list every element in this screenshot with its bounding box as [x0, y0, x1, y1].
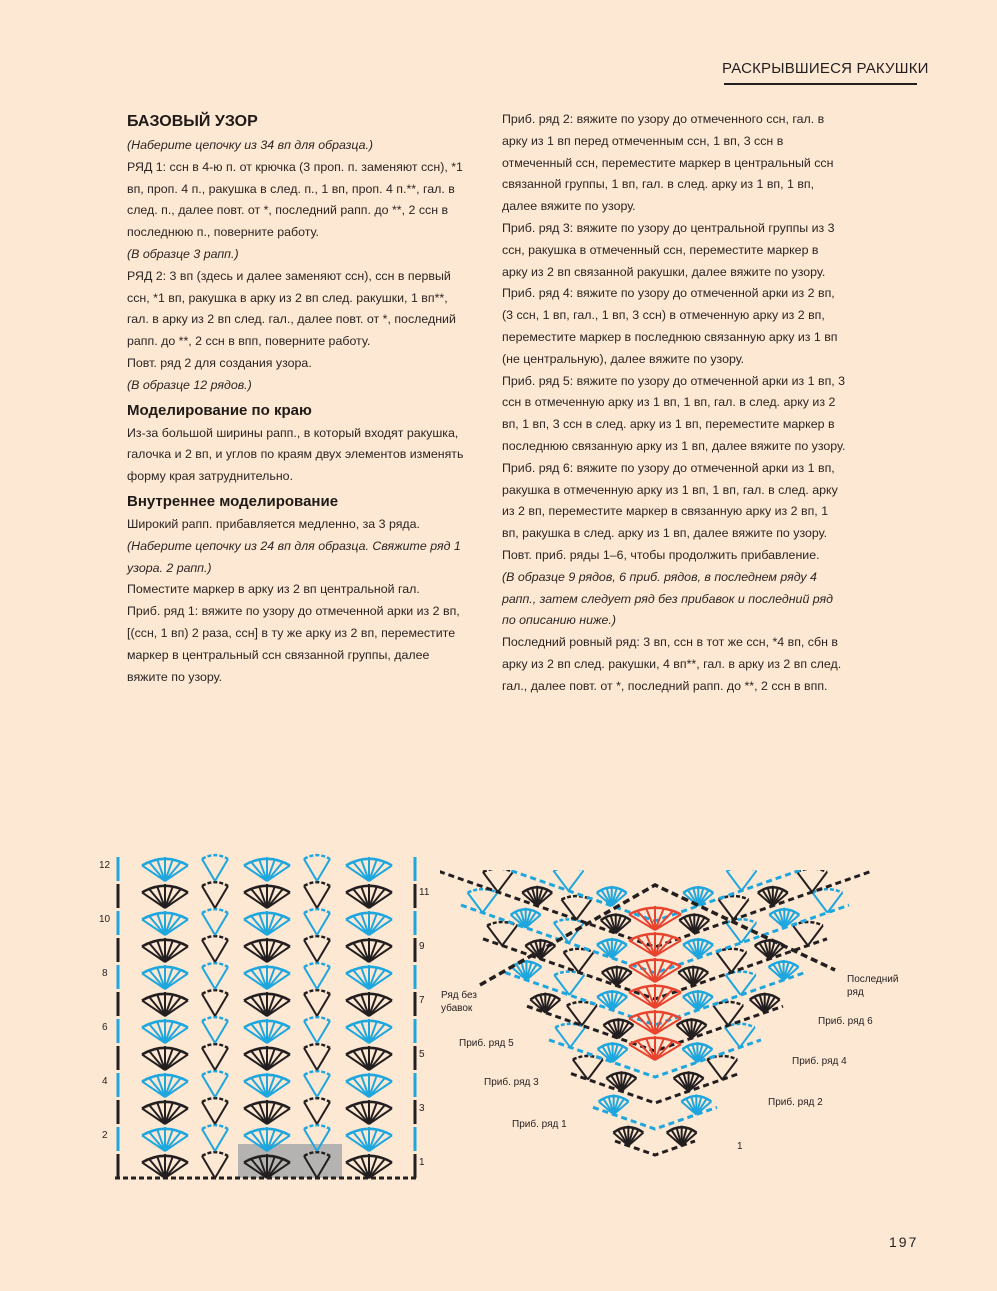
v-stitch-symbol — [202, 936, 228, 962]
inc-row5-instruction: Приб. ряд 5: вяжите по узору до отмеченной арки из 1 вп, 3 ссн в отмеченную арку из 1 вп, 1 вп, гал. в след. арку из 2 вп, 1 вп, 3 ссн в след. арку из 1 вп, переместите маркер в последнюю связанную арку из 1 вп, далее вяжите по узору. — [502, 373, 846, 453]
shell-symbol — [244, 911, 290, 935]
stitch-line — [576, 900, 591, 920]
stitch-line — [215, 1102, 228, 1124]
chain-arc — [483, 870, 513, 872]
v-stitch-symbol — [304, 1098, 330, 1124]
row2-instruction: РЯД 2: 3 вп (здесь и далее заменяют ссн), ссн в первый ссн, *1 вп, ракушка в арку из 2 вп след. ракушки, 1 вп**, гал. в арку из 2 вп след. гал., далее повт. от *, последний рапп. до **, 2 ссн в впп, поверните работу. — [127, 268, 456, 349]
v-stitch-symbol — [202, 1071, 228, 1097]
stitch-line — [317, 913, 330, 935]
stitch-line — [304, 940, 317, 962]
section-title-edge: Моделирование по краю — [127, 401, 312, 419]
stitch-line — [202, 1075, 215, 1097]
stitch-line — [202, 1129, 215, 1151]
row-label: 1 — [419, 1157, 425, 1168]
stitch-line — [202, 994, 215, 1016]
shell-symbol — [244, 965, 290, 989]
v-stitch-symbol — [202, 882, 228, 908]
v-stitch-symbol — [304, 909, 330, 935]
label-inc-row-6: Приб. ряд 6 — [818, 1016, 873, 1027]
stitch-line — [726, 975, 741, 995]
label-inc-row-3: Приб. ряд 3 — [484, 1077, 539, 1088]
shell-symbol — [629, 1010, 681, 1034]
shell-symbol — [244, 1019, 290, 1043]
stitch-line — [498, 872, 513, 892]
label-inc-row-1: Приб. ряд 1 — [512, 1119, 567, 1130]
pattern-row — [118, 1044, 415, 1070]
stitch-line — [215, 913, 228, 935]
marker-instruction: Поместите маркер в арку из 2 вп центральной гал. — [127, 582, 420, 597]
shell-symbol — [629, 984, 681, 1008]
v-stitch-symbol — [202, 1044, 228, 1070]
shell-symbol — [142, 992, 188, 1016]
shell-symbol — [346, 911, 392, 935]
stitch-line — [317, 1102, 330, 1124]
shell-symbol — [244, 857, 290, 881]
stitch-line — [215, 886, 228, 908]
inner-note: (Наберите цепочку из 24 вп для образца. Свяжите ряд 1 узора. 2 рапп.) — [127, 538, 461, 575]
chain-arc — [554, 919, 584, 923]
shell-symbol — [346, 1127, 392, 1151]
shell-symbol — [142, 911, 188, 935]
v-stitch-symbol — [553, 870, 583, 891]
v-stitch-symbol — [573, 1056, 603, 1080]
stitch-line — [483, 893, 498, 913]
repeat-note: (В образце 12 рядов.) — [127, 377, 252, 392]
stitch-line — [304, 1048, 317, 1070]
shell-symbol — [142, 965, 188, 989]
row-label: 7 — [419, 995, 425, 1006]
chain-arc — [202, 882, 228, 886]
chain-arc — [304, 990, 330, 994]
stitch-line — [727, 871, 742, 891]
stitch-line — [812, 893, 827, 913]
pattern-row — [118, 855, 415, 881]
pattern-row — [118, 1098, 415, 1124]
inner-text: Широкий рапп. прибавляется медленно, за 3 ряда. — [127, 516, 420, 531]
inc-row2-instruction: Приб. ряд 2: вяжите по узору до отмеченного ссн, гал. в арку из 1 вп перед отмеченным ссн, 1 вп, 3 ссн в отмеченный ссн, переместите маркер в центральный ссн связанной группы, 1 вп, гал. в след. арку из 1 вп, 1 вп, далее вяжите по узору. — [502, 112, 834, 214]
stitch-line — [215, 1048, 228, 1070]
inc-row6-instruction: Приб. ряд 6: вяжите по узору до отмеченной арки из 1 вп, ракушка в отмеченную арку из 1 вп, 1 вп, гал. в след. арку из 2 вп, переместите маркер в связанную арку из 2 вп, 1 вп, ракушка в след. арку из 1 вп, далее вяжите по узору. — [502, 460, 838, 541]
inc-row1-instruction: Приб. ряд 1: вяжите по узору до отмеченной арки из 2 вп, [(ссн, 1 вп) 2 раза, ссн] в ту же арку из 2 вп, переместите маркер в центральный ссн связанной группы, далее вяжите по узору. — [127, 604, 460, 684]
shell-symbol — [142, 1019, 188, 1043]
left-text-column — [127, 109, 472, 688]
shell-symbol — [346, 938, 392, 962]
stitch-line — [713, 1005, 728, 1025]
stitch-line — [797, 872, 812, 892]
label-row-1: 1 — [737, 1141, 743, 1152]
chain-arc — [202, 1152, 228, 1156]
v-stitch-symbol — [487, 922, 517, 946]
right-text-column — [502, 109, 847, 698]
stitch-line — [202, 940, 215, 962]
chain-arc — [553, 870, 583, 871]
shell-symbol — [346, 1019, 392, 1043]
stitch-line — [215, 1156, 228, 1178]
sample-note: (В образце 9 рядов, 6 приб. рядов, в последнем ряду 4 рапп., затем следует ряд без прибавок и последний ряд по описанию ниже.) — [502, 569, 834, 628]
running-title-rule — [724, 83, 917, 85]
stitch-line — [502, 925, 517, 945]
inc-row4-instruction: Приб. ряд 4: вяжите по узору до отмеченной арки из 2 вп, (3 ссн, 1 вп, гал., 1 вп, 3 ссн) в отмеченную арку из 2 вп, переместите маркер в последнюю связанную арку из 1 вп (не центральную), далее вяжите по узору. — [502, 286, 838, 366]
row-label: 8 — [102, 968, 108, 979]
stitch-line — [202, 967, 215, 989]
repeat-inc-instruction: Повт. приб. ряды 1–6, чтобы продолжить прибавление. — [502, 547, 820, 562]
stitch-line — [215, 940, 228, 962]
stitch-line — [215, 1075, 228, 1097]
stitch-line — [707, 1059, 722, 1079]
row-label: 3 — [419, 1103, 425, 1114]
edge-text: Из-за большой ширины рапп., в который входят ракушка, галочка и 2 вп, и углов по краям двух элементов изменять форму края затруднительно. — [127, 425, 464, 484]
v-stitch-symbol — [202, 1098, 228, 1124]
shell-symbol — [244, 992, 290, 1016]
chain-arc — [304, 936, 330, 940]
shell-symbol — [244, 1100, 290, 1124]
shell-symbol — [601, 913, 631, 933]
stitch-line — [719, 900, 734, 920]
stitch-line — [215, 1129, 228, 1151]
row-label: 5 — [419, 1049, 425, 1060]
shell-symbol — [511, 908, 541, 928]
row1-instruction: РЯД 1: ссн в 4-ю п. от крючка (3 проп. п. заменяют ссн), *1 вп, проп. 4 п., ракушка в след. п., 1 вп, проп. 4 п.**, гал. в след. п., далее повт. от *, последний рапп. до **, 2 ссн в последнюю п., поверните работу. — [127, 159, 463, 240]
chain-arc — [797, 870, 827, 872]
shell-symbol — [142, 938, 188, 962]
stitch-line — [215, 1021, 228, 1043]
chain-arc — [202, 1017, 228, 1021]
chain-arc — [202, 1071, 228, 1075]
shell-symbol — [142, 1154, 188, 1178]
shell-symbol — [244, 938, 290, 962]
stitch-line — [579, 952, 594, 972]
stitch-line — [202, 1102, 215, 1124]
v-stitch-symbol — [202, 990, 228, 1016]
stitch-line — [568, 871, 583, 891]
v-stitch-symbol — [202, 1125, 228, 1151]
shell-symbol — [530, 993, 560, 1013]
shell-symbol — [346, 1100, 392, 1124]
pattern-row — [118, 1152, 415, 1178]
shell-symbol — [629, 906, 681, 930]
stitch-line — [582, 1005, 597, 1025]
stitch-line — [317, 1048, 330, 1070]
shell-symbol — [346, 965, 392, 989]
pattern-row — [118, 990, 415, 1016]
chain-arc — [304, 1098, 330, 1102]
v-stitch-symbol — [304, 990, 330, 1016]
shell-symbol — [244, 884, 290, 908]
shell-symbol — [142, 1100, 188, 1124]
stitch-line — [215, 967, 228, 989]
stitch-line — [317, 967, 330, 989]
pattern-row — [118, 909, 415, 935]
shell-symbol — [346, 992, 392, 1016]
pattern-row — [118, 936, 415, 962]
shell-symbol — [346, 884, 392, 908]
stitch-line — [215, 859, 228, 881]
pattern-row — [118, 1125, 415, 1151]
v-stitch-symbol — [554, 972, 584, 996]
stitch-line — [202, 1021, 215, 1043]
shaping-row — [571, 1056, 739, 1103]
v-stitch-symbol — [304, 936, 330, 962]
shell-symbol — [346, 857, 392, 881]
stitch-line — [202, 913, 215, 935]
shell-symbol — [769, 960, 799, 980]
shell-symbol — [346, 1046, 392, 1070]
v-stitch-symbol — [202, 855, 228, 881]
shell-symbol — [142, 1073, 188, 1097]
label-last-row: Последний ряд — [847, 974, 899, 998]
repeat-instruction: Повт. ряд 2 для создания узора. — [127, 355, 312, 370]
stitch-line — [304, 859, 317, 881]
section-title-inner: Внутреннее моделирование — [127, 492, 339, 510]
v-stitch-symbol — [304, 1071, 330, 1097]
chain-arc — [727, 870, 757, 871]
shell-symbol — [629, 932, 681, 956]
stitch-line — [304, 913, 317, 935]
stitch-line — [304, 886, 317, 908]
stitch-line — [304, 994, 317, 1016]
stitch-line — [202, 886, 215, 908]
stitch-line — [202, 1048, 215, 1070]
stitch-line — [317, 994, 330, 1016]
label-row-no-decrease: Ряд без убавок — [441, 990, 477, 1014]
v-stitch-symbol — [797, 870, 827, 892]
pattern-row — [118, 1071, 415, 1097]
stitch-line — [215, 994, 228, 1016]
shell-symbol — [142, 857, 188, 881]
stitch-line — [716, 952, 731, 972]
stitch-line — [726, 923, 741, 943]
row-label: 9 — [419, 941, 425, 952]
stitch-line — [317, 1075, 330, 1097]
chain-arc — [202, 990, 228, 994]
chain-arc — [202, 936, 228, 940]
stitch-line — [202, 859, 215, 881]
chain-arc — [202, 909, 228, 913]
stitch-line — [304, 967, 317, 989]
v-stitch-symbol — [202, 1152, 228, 1178]
base-note: (Наберите цепочку из 34 вп для образца.) — [127, 138, 374, 152]
row-label: 12 — [99, 860, 111, 871]
inc-row3-instruction: Приб. ряд 3: вяжите по узору до центральной группы из 3 ссн, ракушка в отмеченный ссн, переместите маркер в арку из 2 вп связанной ракушки, далее вяжите по узору. — [502, 220, 835, 279]
stitch-line — [570, 1027, 585, 1047]
chain-arc — [202, 1044, 228, 1048]
row-label: 2 — [102, 1130, 108, 1141]
chain-arc — [468, 889, 498, 893]
chain-arc — [304, 1125, 330, 1129]
shell-symbol — [629, 958, 681, 982]
stitch-line — [304, 1102, 317, 1124]
row1-note: (В образце 3 рапп.) — [127, 246, 239, 261]
v-stitch-symbol — [202, 963, 228, 989]
v-stitch-symbol — [202, 1017, 228, 1043]
chain-arc — [202, 1125, 228, 1129]
chain-arc — [304, 1071, 330, 1075]
chain-arc — [304, 963, 330, 967]
section-title-base-pattern: БАЗОВЫЙ УЗОР — [127, 113, 258, 130]
v-stitch-symbol — [304, 1044, 330, 1070]
label-inc-row-2: Приб. ряд 2 — [768, 1097, 823, 1108]
chain-arc — [726, 919, 756, 923]
label-inc-row-4: Приб. ряд 4 — [792, 1056, 847, 1067]
base-pattern-diagram — [95, 850, 440, 1185]
stitch-line — [202, 1156, 215, 1178]
stitch-line — [317, 886, 330, 908]
page-number: 197 — [889, 1234, 919, 1250]
last-row-instruction: Последний ровный ряд: 3 вп, ссн в тот же ссн, *4 вп, сбн в арку из 2 вп след. ракушки, 4 вп**, гал. в арку из 2 вп след. гал., далее повт. от *, последний рапп. до **, 2 ссн в впп. — [502, 635, 842, 693]
stitch-line — [304, 1021, 317, 1043]
chain-arc — [304, 909, 330, 913]
shell-symbol — [142, 884, 188, 908]
row-label: 6 — [102, 1022, 108, 1033]
v-stitch-symbol — [812, 889, 842, 913]
row-label: 10 — [99, 914, 111, 925]
pattern-row — [118, 882, 415, 908]
shaping-row — [593, 1095, 717, 1129]
stitch-line — [317, 859, 330, 881]
running-title: РАСКРЫВШИЕСЯ РАКУШКИ — [722, 60, 929, 77]
label-inc-row-5: Приб. ряд 5 — [459, 1038, 514, 1049]
stitch-line — [569, 975, 584, 995]
shell-symbol — [142, 1046, 188, 1070]
chain-arc — [202, 855, 228, 859]
v-stitch-symbol — [304, 855, 330, 881]
stitch-line — [793, 925, 808, 945]
chain-arc — [793, 922, 823, 926]
shell-symbol — [244, 1073, 290, 1097]
chain-arc — [304, 1017, 330, 1021]
chain-arc — [304, 882, 330, 886]
shell-symbol — [346, 1073, 392, 1097]
chain-arc — [304, 1044, 330, 1048]
shell-symbol — [683, 886, 713, 906]
stitch-line — [588, 1059, 603, 1079]
pattern-row — [118, 963, 415, 989]
shell-symbol — [629, 1036, 681, 1060]
v-stitch-symbol — [202, 909, 228, 935]
stitch-line — [304, 1075, 317, 1097]
shell-symbol — [244, 1046, 290, 1070]
stitch-line — [317, 940, 330, 962]
v-stitch-symbol — [304, 882, 330, 908]
shell-symbol — [346, 1154, 392, 1178]
v-stitch-symbol — [567, 1002, 597, 1026]
stitch-line — [317, 1021, 330, 1043]
chain-arc — [202, 1098, 228, 1102]
chain-arc — [304, 855, 330, 859]
row-label: 11 — [419, 887, 430, 898]
pattern-row — [118, 1017, 415, 1043]
base-pattern-chart-svg — [95, 850, 440, 1185]
chain-arc — [202, 963, 228, 967]
shell-symbol — [597, 938, 627, 958]
v-stitch-symbol — [304, 963, 330, 989]
shell-symbol — [142, 1127, 188, 1151]
v-stitch-symbol — [304, 1017, 330, 1043]
stitch-line — [725, 1027, 740, 1047]
row-label: 4 — [102, 1076, 108, 1087]
